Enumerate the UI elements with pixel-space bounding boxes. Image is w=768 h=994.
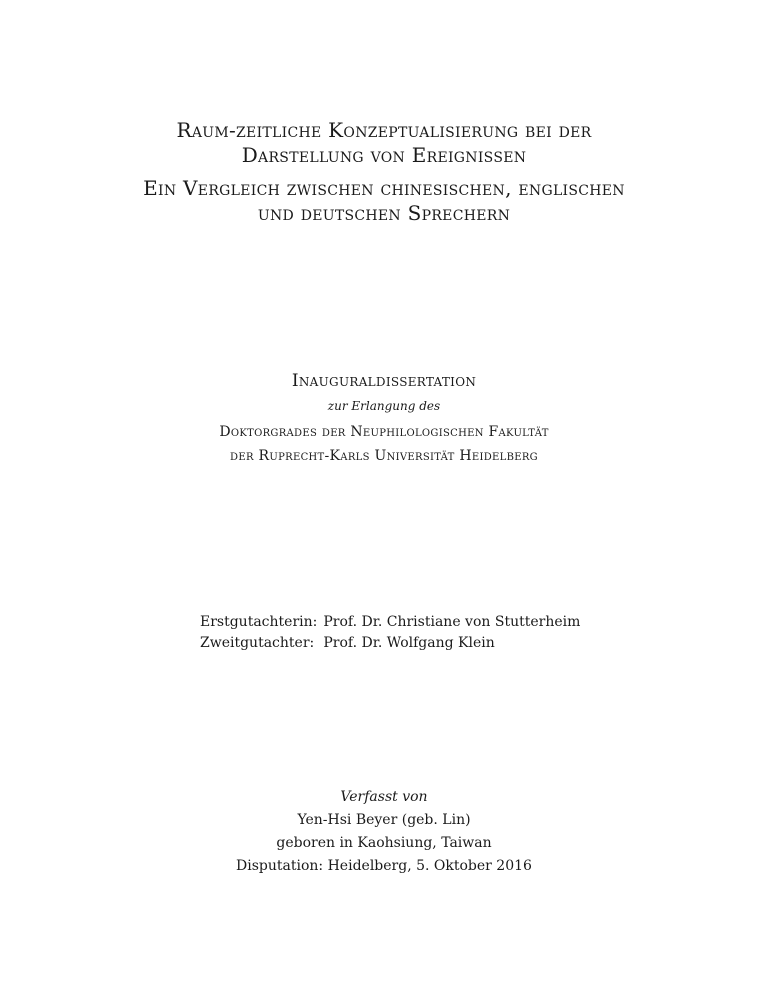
subtitle-line-1: Ein Vergleich zwischen chinesischen, englischen [143,176,625,200]
subtitle-line-2: und deutschen Sprechern [257,201,511,225]
author-block [0,786,768,878]
title-line-1: Raum-zeitliche Konzeptualisierung bei der [176,118,592,142]
disputation-info: Disputation: Heidelberg, 5. Oktober 2016 [236,858,532,874]
reviewer-name: Prof. Dr. Christiane von Stutterheim [323,614,581,630]
dissertation-purpose: zur Erlangung des [327,399,441,413]
dissertation-university: der Ruprecht-Karls Universität Heidelberg [230,448,538,464]
reviewers-table [200,612,580,654]
document-title [0,118,768,168]
reviewer-row [200,612,580,633]
author-name: Yen-Hsi Beyer (geb. Lin) [297,812,471,828]
reviewer-row [200,633,580,654]
reviewer-role: Zweitgutachter: [200,635,315,651]
reviewer-role: Erstgutachterin: [200,614,318,630]
author-birth: geboren in Kaohsiung, Taiwan [276,835,492,851]
document-subtitle [0,176,768,226]
reviewer-name: Prof. Dr. Wolfgang Klein [323,635,495,651]
title-line-2: Darstellung von Ereignissen [241,143,527,167]
author-label: Verfasst von [340,789,428,805]
dissertation-type: Inauguraldissertation [291,371,477,391]
dissertation-degree: Doktorgrades der Neuphilologischen Fakultät [219,424,549,440]
